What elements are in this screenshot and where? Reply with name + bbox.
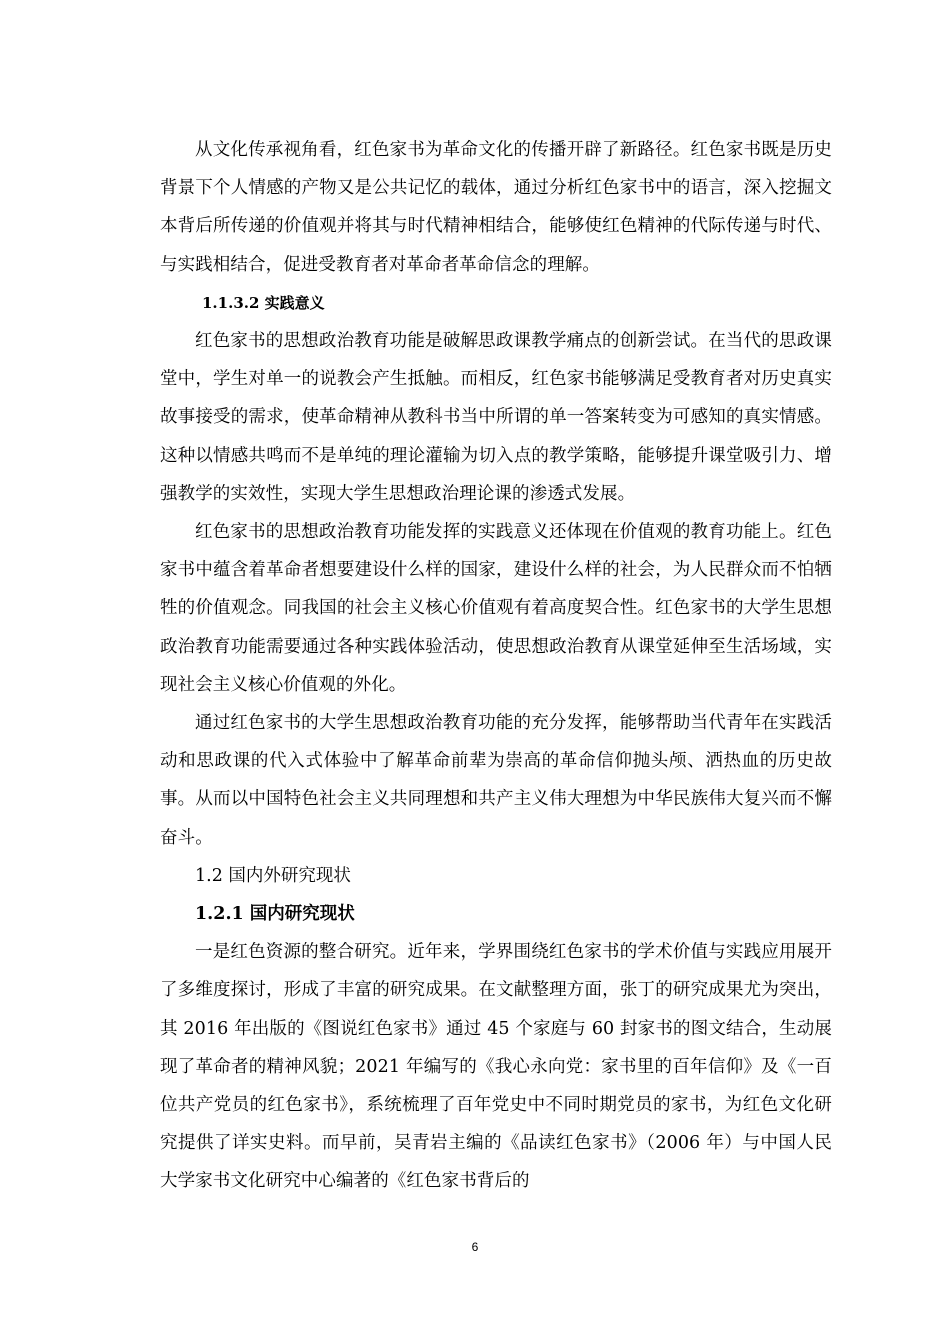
paragraph-youth-practice: 通过红色家书的大学生思想政治教育功能的充分发挥，能够帮助当代青年在实践活动和思政课的代入式体验中了解革命前辈为崇高的革命信仰抛头颅、洒热血的历史故事。从而以中国特色社会主义共同理想和共产主义伟大理想为中华民族伟大复兴而不懈奋斗。 bbox=[160, 713, 832, 848]
paragraph-resource-integration: 一是红色资源的整合研究。近年来，学界围绕红色家书的学术价值与实践应用展开了多维度探讨，形成了丰富的研究成果。在文献整理方面，张丁的研究成果尤为突出，其 2016 年出版的《图说红色家书》通过 45 个家庭与 60 封家书的图文结合，生动展现了革命者的精神风貌；2021 年编写的《我心永向党：家书里的百年信仰》及《一百位共产党员的红色家书》，系统梳理了百年党史中不同时期党员的家书，为红色文化研究提供了详实史料。而早前，吴青岩主编的《品读红色家书》（2006 年）与中国人民大学家书文化研究中心编著的《红色家书背后的 bbox=[160, 942, 832, 1192]
section-heading-practical-significance: 1.1.3.2 实践意义 bbox=[202, 293, 325, 312]
page-body bbox=[160, 131, 832, 1201]
section-heading-domestic-research: 1.2.1 国内研究现状 bbox=[195, 904, 355, 925]
paragraph-values-education: 红色家书的思想政治教育功能发挥的实践意义还体现在价值观的教育功能上。红色家书中蕴含着革命者想要建设什么样的国家，建设什么样的社会，为人民群众而不怕牺牲的价值观念。同我国的社会主义核心价值观有着高度契合性。红色家书的大学生思想政治教育功能需要通过各种实践体验活动，使思想政治教育从课堂延伸至生活场域，实现社会主义核心价值观的外化。 bbox=[160, 522, 832, 695]
page-number: 6 bbox=[471, 1240, 479, 1254]
paragraph-teaching-innovation: 红色家书的思想政治教育功能是破解思政课教学痛点的创新尝试。在当代的思政课堂中，学生对单一的说教会产生抵触。而相反，红色家书能够满足受教育者对历史真实故事接受的需求，使革命精神从教科书当中所谓的单一答案转变为可感知的真实情感。这种以情感共鸣而不是单纯的理论灌输为切入点的教学策略，能够提升课堂吸引力、增强教学的实效性，实现大学生思想政治理论课的渗透式发展。 bbox=[160, 331, 832, 504]
paragraph-cultural-inheritance: 从文化传承视角看，红色家书为革命文化的传播开辟了新路径。红色家书既是历史背景下个人情感的产物又是公共记忆的载体，通过分析红色家书中的语言，深入挖掘文本背后所传递的价值观并将其与时代精神相结合，能够使红色精神的代际传递与时代、与实践相结合，促进受教育者对革命者革命信念的理解。 bbox=[160, 140, 832, 275]
section-heading-research-status: 1.2 国内外研究现状 bbox=[195, 865, 351, 886]
